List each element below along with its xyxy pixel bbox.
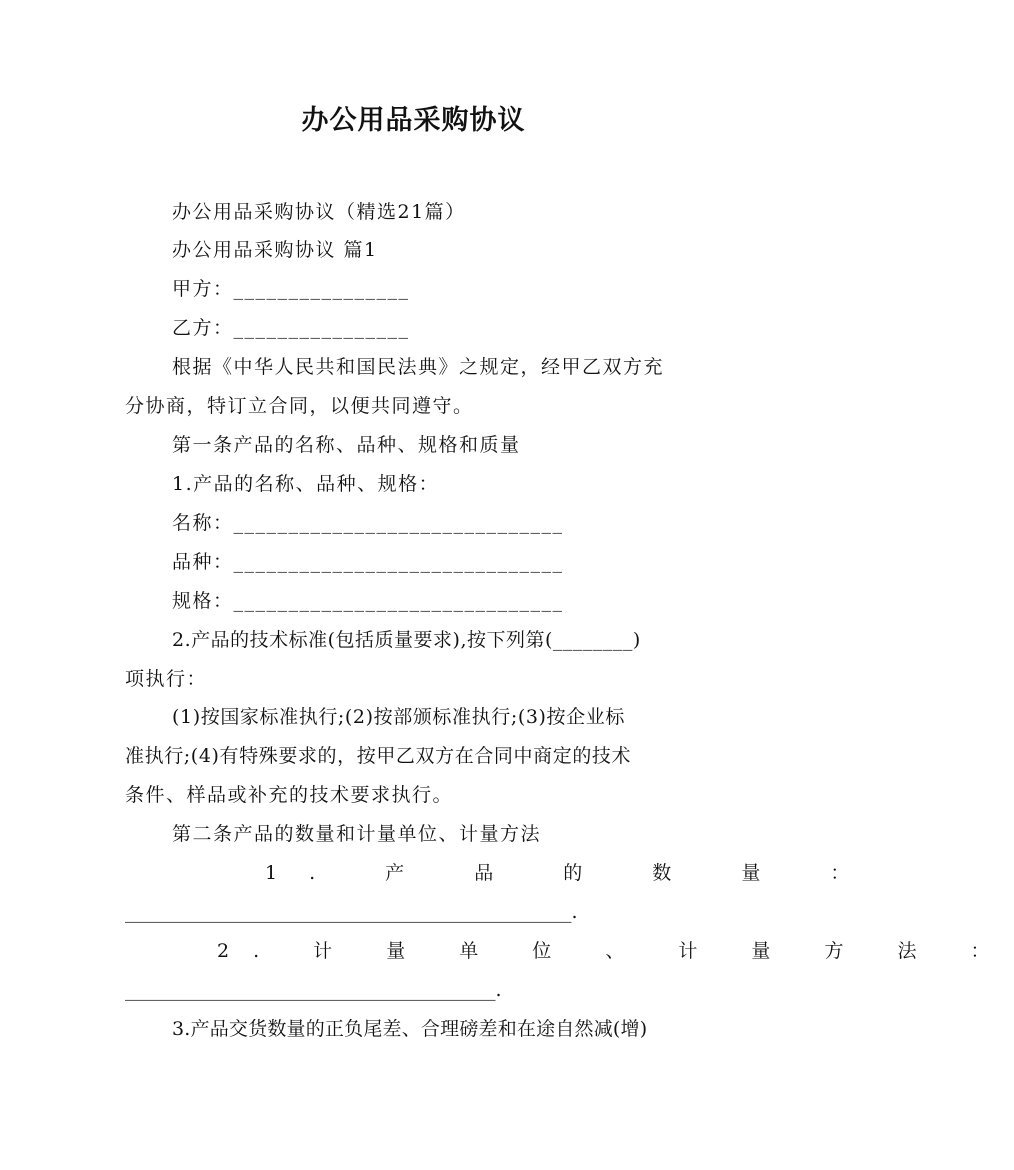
- paragraph-line: 准执行;(4)有特殊要求的，按甲乙双方在合同中商定的技术: [125, 745, 632, 767]
- document-title: 办公用品采购协议: [301, 105, 526, 136]
- paragraph-line: 2.产品的技术标准(包括质量要求),按下列第(________): [172, 629, 641, 651]
- spec-field-line: 规格：______________________________: [172, 590, 564, 612]
- name-field-line: 名称：______________________________: [172, 512, 564, 534]
- paragraph-line: 3.产品交货数量的正负尾差、合理磅差和在途自然减(增): [172, 1018, 648, 1040]
- section-heading: 办公用品采购协议 篇1: [172, 239, 378, 261]
- blank-line: _______________________________________________.: [125, 901, 578, 923]
- paragraph-line: 项执行：: [125, 668, 208, 690]
- party-a-line: 甲方：________________: [172, 278, 410, 300]
- measure-line: 2. 计 量 单 位 、 计 量 方 法 ：: [217, 940, 1014, 962]
- quantity-line: 1. 产 品 的 数 量 ：: [265, 862, 882, 884]
- party-b-line: 乙方：________________: [172, 317, 410, 339]
- paragraph-line: 1.产品的名称、品种、规格：: [172, 473, 440, 495]
- paragraph-line: (1)按国家标准执行;(2)按部颁标准执行;(3)按企业标: [172, 706, 625, 728]
- paragraph-line: 分协商，特订立合同，以便共同遵守。: [125, 395, 474, 417]
- variety-field-line: 品种：______________________________: [172, 551, 564, 573]
- paragraph-line: 根据《中华人民共和国民法典》之规定，经甲乙双方充: [172, 356, 665, 378]
- subtitle-line: 办公用品采购协议（精选21篇）: [172, 201, 466, 223]
- paragraph-line: 条件、样品或补充的技术要求执行。: [125, 784, 454, 806]
- article-heading: 第一条产品的名称、品种、规格和质量: [172, 434, 521, 456]
- blank-line: _______________________________________.: [125, 979, 502, 1001]
- article-heading: 第二条产品的数量和计量单位、计量方法: [172, 823, 542, 845]
